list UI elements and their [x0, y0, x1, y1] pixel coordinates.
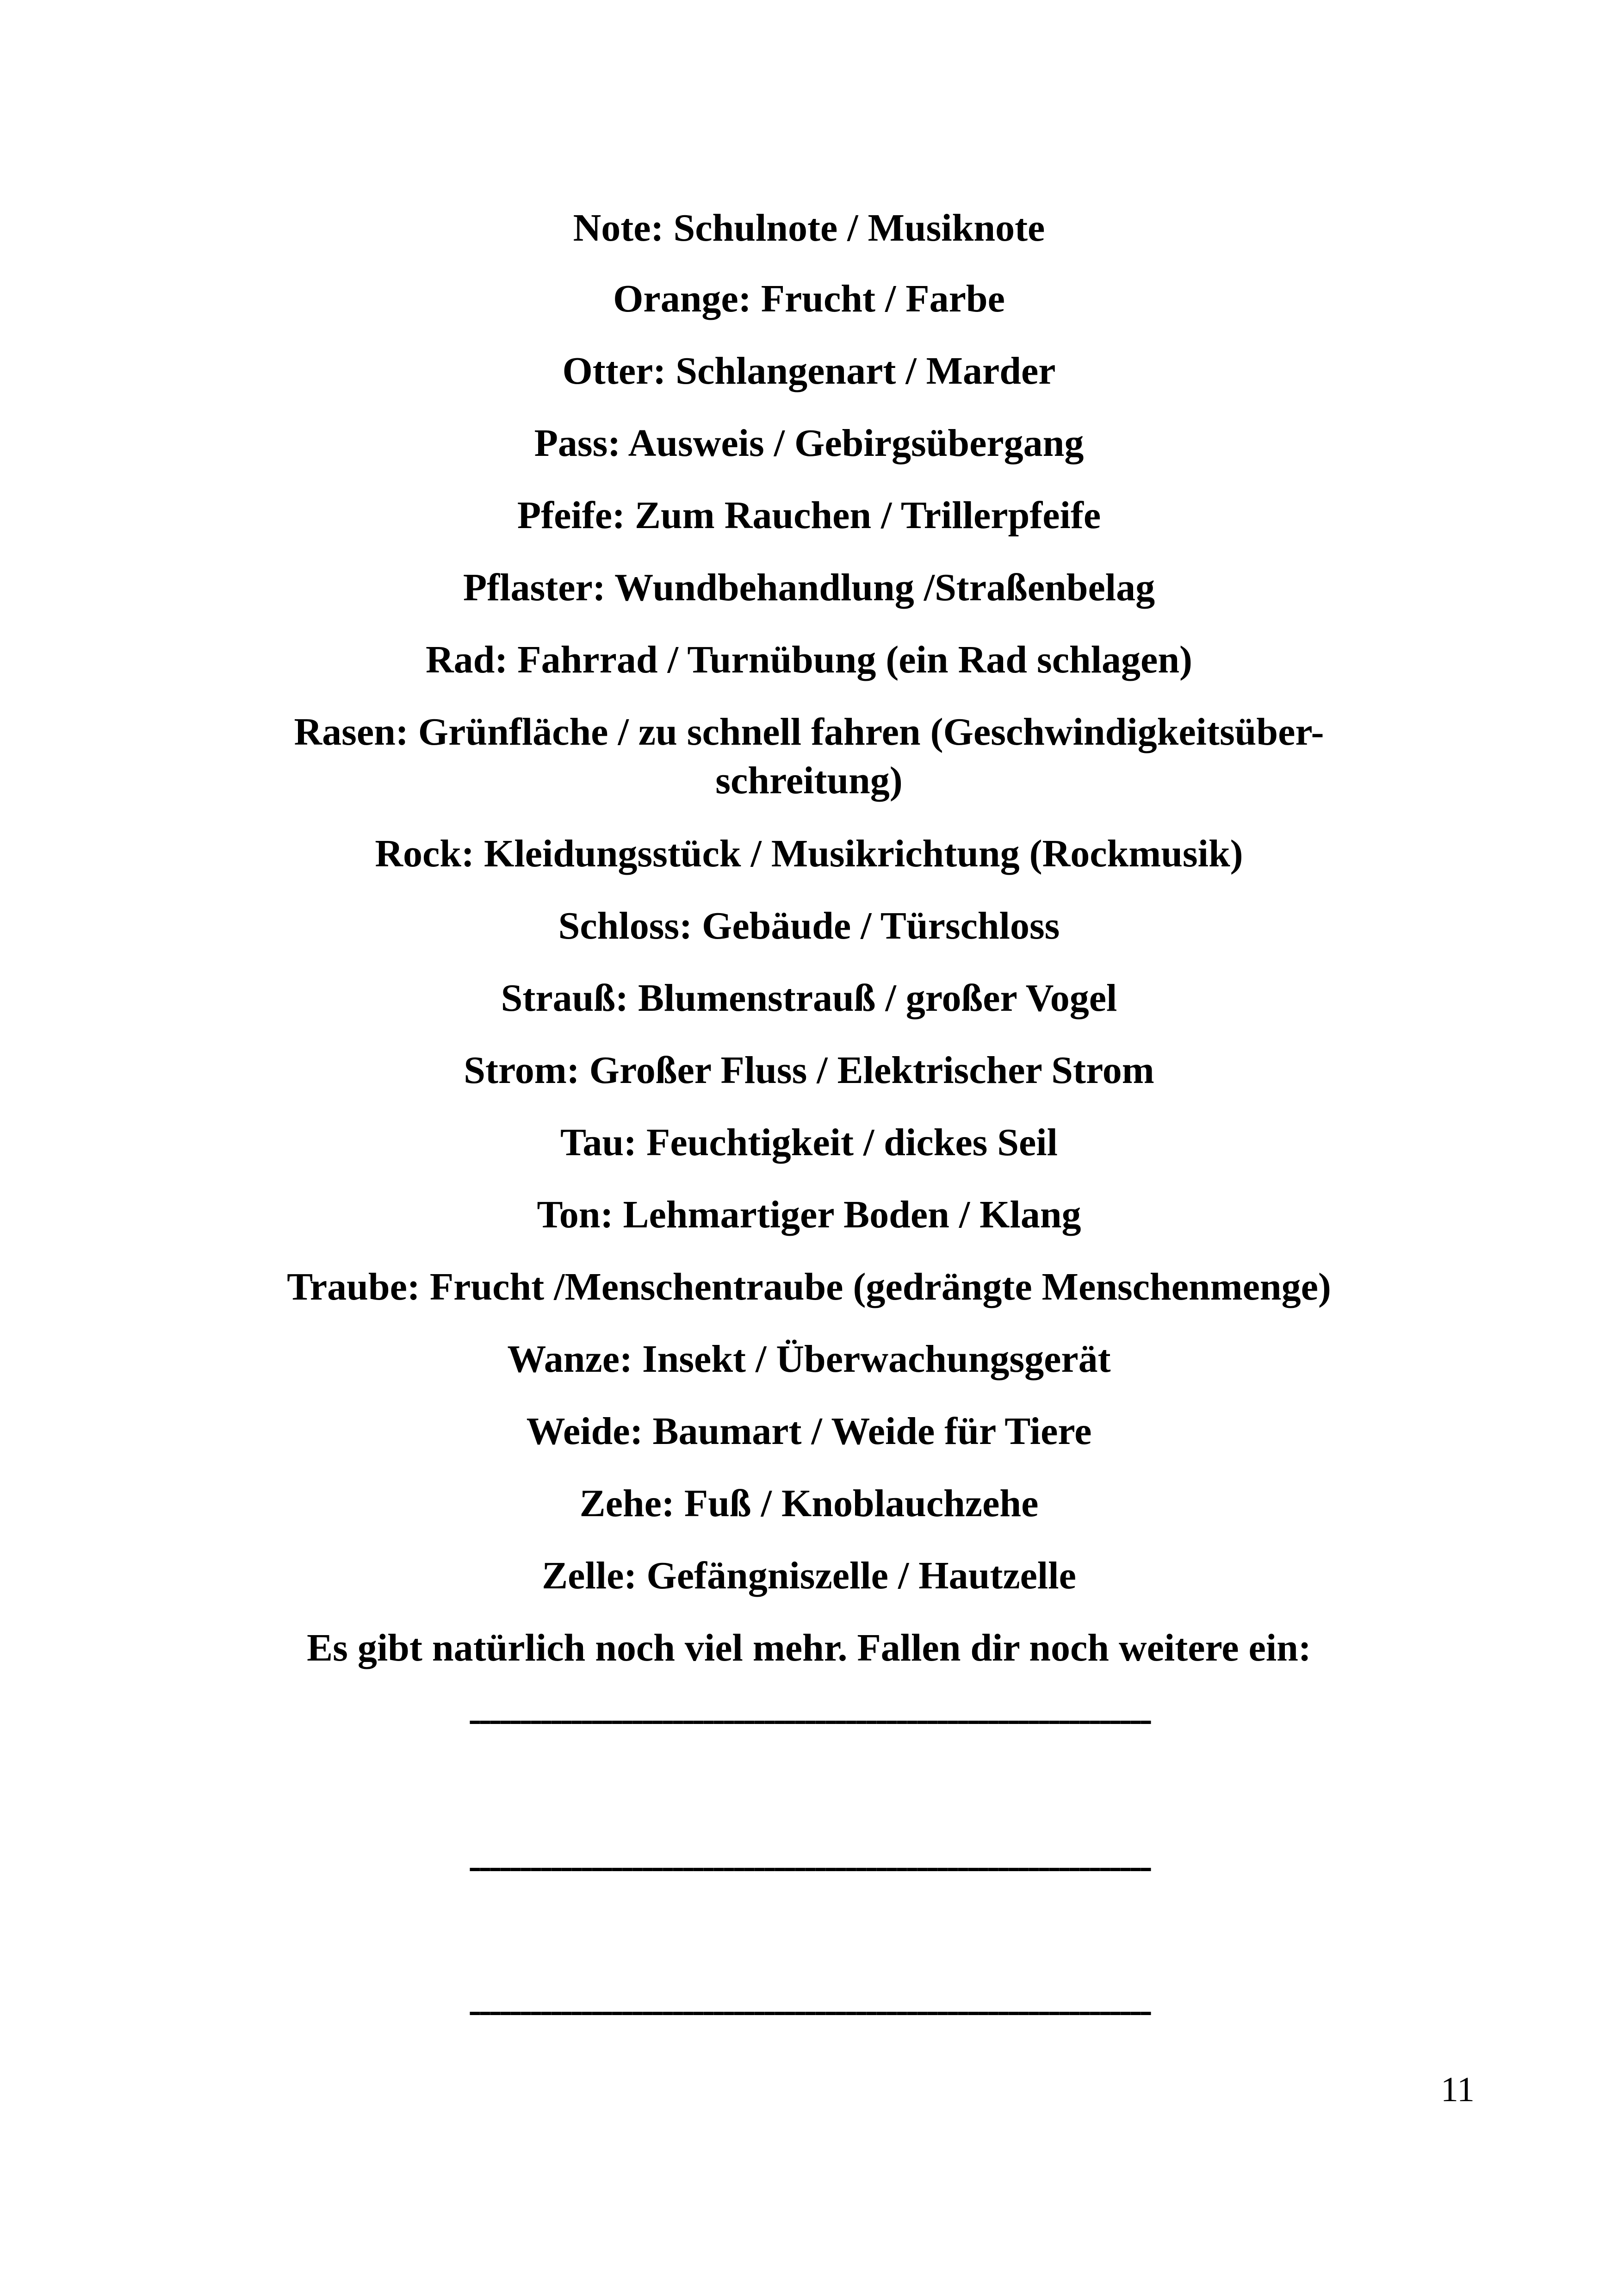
entry-rasen: Rasen: Grünfläche / zu schnell fahren (Geschwindigkeitsüber- — [294, 710, 1324, 753]
prompt-text: Es gibt natürlich noch viel mehr. Fallen dir noch weitere ein: — [307, 1626, 1311, 1669]
entry-rock: Rock: Kleidungsstück / Musikrichtung (Rockmusik) — [375, 832, 1243, 875]
entry-rasen-continuation: schreitung) — [715, 759, 903, 802]
answer-line: ------------------------------------------------------------------- — [468, 1988, 1150, 2031]
entry-orange: Orange: Frucht / Farbe — [613, 277, 1005, 320]
entry-pass: Pass: Ausweis / Gebirgsübergang — [534, 422, 1084, 465]
answer-line: ------------------------------------------------------------------- — [468, 1844, 1150, 1887]
entry-strom: Strom: Großer Fluss / Elektrischer Strom — [464, 1049, 1154, 1092]
answer-line: ------------------------------------------------------------------- — [468, 1697, 1150, 1740]
entry-strauss: Strauß: Blumenstrauß / großer Vogel — [501, 977, 1117, 1020]
entry-pfeife: Pfeife: Zum Rauchen / Trillerpfeife — [517, 494, 1101, 537]
entry-schloss: Schloss: Gebäude / Türschloss — [558, 904, 1060, 947]
entry-ton: Ton: Lehmartiger Boden / Klang — [537, 1193, 1081, 1236]
entry-traube: Traube: Frucht /Menschentraube (gedrängte Menschenmenge) — [287, 1265, 1331, 1308]
entry-note: Note: Schulnote / Musiknote — [573, 206, 1045, 249]
entry-zelle: Zelle: Gefängniszelle / Hautzelle — [542, 1554, 1076, 1597]
entry-otter: Otter: Schlangenart / Marder — [562, 349, 1056, 392]
entry-wanze: Wanze: Insekt / Überwachungsgerät — [507, 1338, 1111, 1381]
entry-rad: Rad: Fahrrad / Turnübung (ein Rad schlagen) — [425, 638, 1193, 681]
entry-tau: Tau: Feuchtigkeit / dickes Seil — [560, 1121, 1058, 1164]
entry-weide: Weide: Baumart / Weide für Tiere — [526, 1410, 1092, 1453]
entry-pflaster: Pflaster: Wundbehandlung /Straßenbelag — [463, 566, 1155, 609]
entry-zehe: Zehe: Fuß / Knoblauchzehe — [579, 1482, 1039, 1525]
page-number: 11 — [1440, 2070, 1475, 2109]
